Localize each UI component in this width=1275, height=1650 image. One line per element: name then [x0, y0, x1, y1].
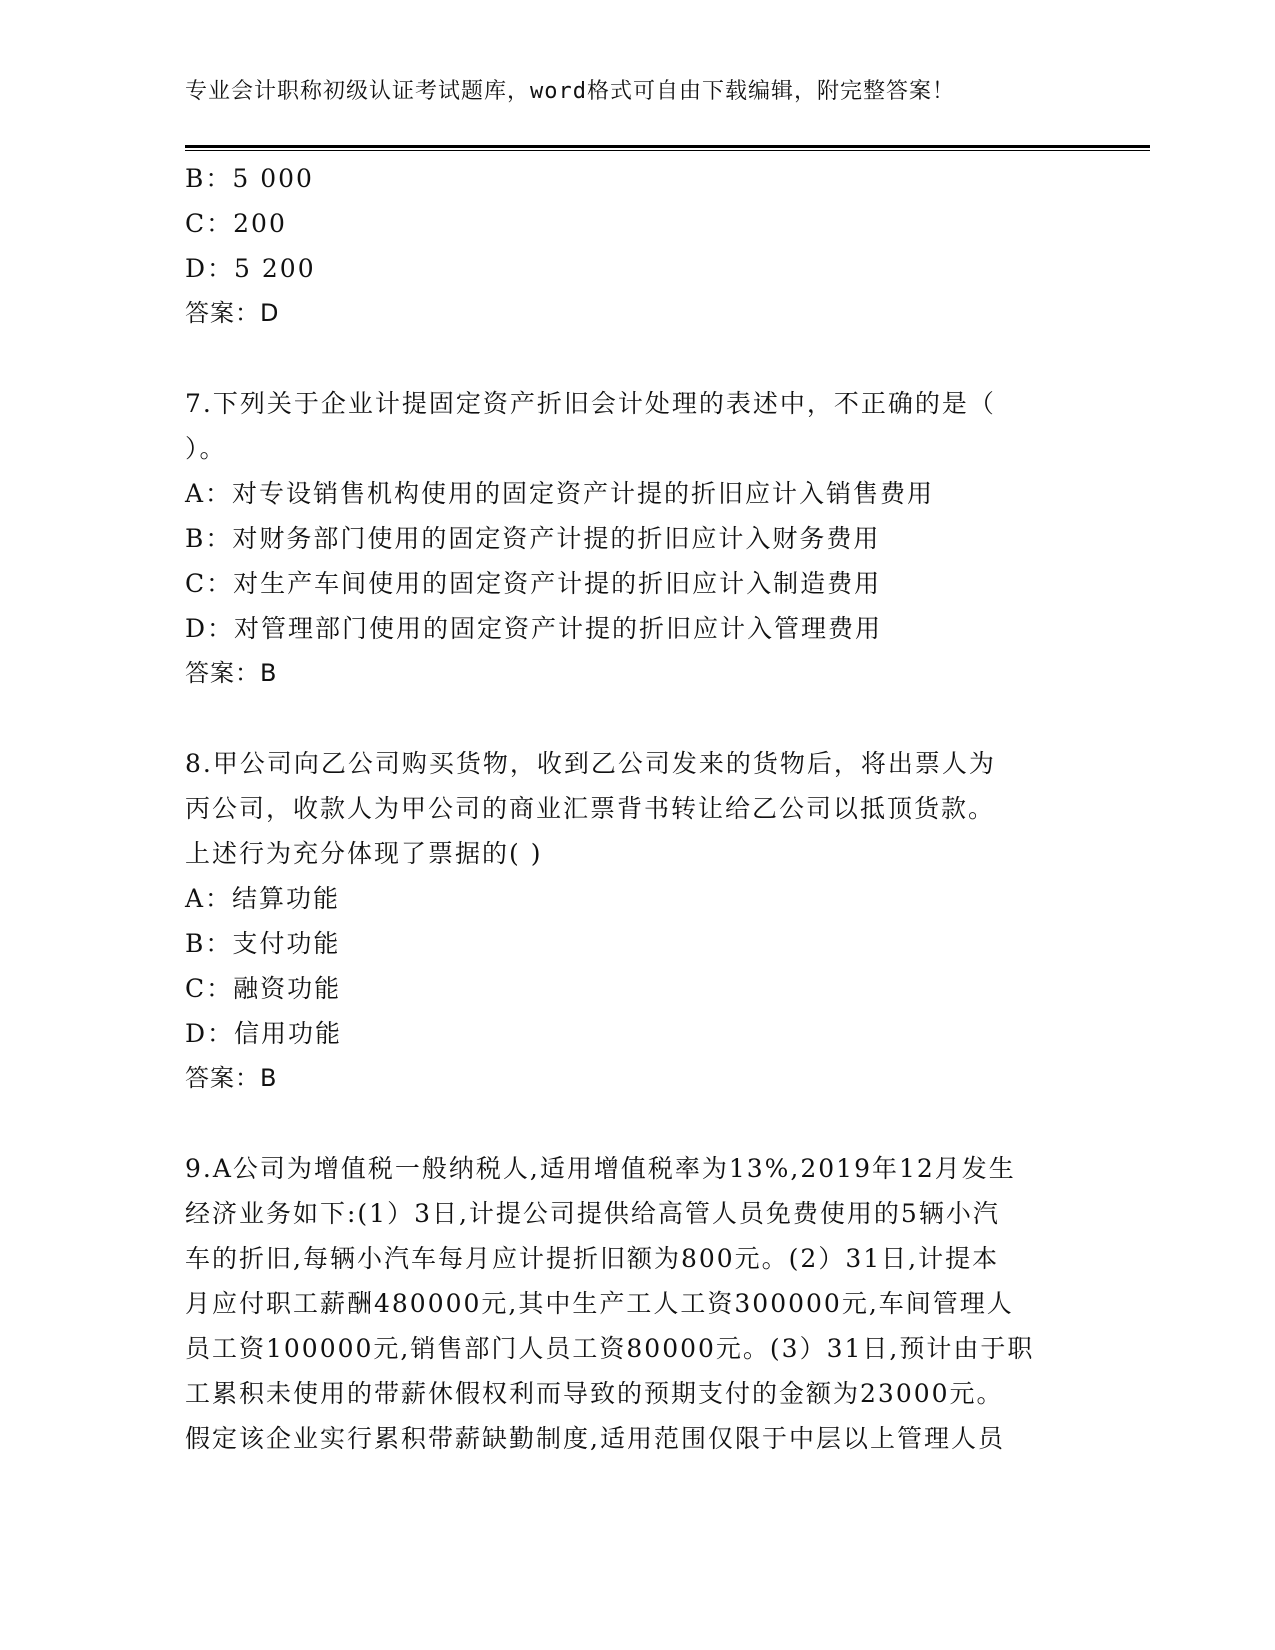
q7-option-d: D：对管理部门使用的固定资产计提的折旧应计入管理费用 [185, 614, 883, 643]
header-rule-thick [185, 145, 1150, 148]
q9-stem-line-1: 9.A公司为增值税一般纳税人,适用增值税率为13%,2019年12月发生 [185, 1154, 1016, 1183]
header-rule-thin [185, 150, 1150, 151]
q9-stem-line-2: 经济业务如下:(1）3日,计提公司提供给高管人员免费使用的5辆小汽 [185, 1199, 1000, 1228]
q9-stem-line-4: 月应付职工薪酬480000元,其中生产工人工资300000元,车间管理人 [185, 1289, 1014, 1318]
q8-answer: 答案：B [185, 1064, 278, 1092]
q6-option-b: B：5 000 [185, 164, 314, 193]
question-7 [185, 381, 1085, 696]
q7-option-b: B：对财务部门使用的固定资产计提的折旧应计入财务费用 [185, 524, 881, 553]
q9-stem-line-3: 车的折旧,每辆小汽车每月应计提折旧额为800元。(2）31日,计提本 [185, 1244, 1000, 1273]
q8-option-c: C：融资功能 [185, 974, 342, 1003]
question-8 [185, 741, 1085, 1101]
q7-stem-line-1: 7.下列关于企业计提固定资产折旧会计处理的表述中，不正确的是（ [185, 389, 996, 418]
question-9 [185, 1146, 1085, 1461]
q9-stem-line-5: 员工资100000元,销售部门人员工资80000元。(3）31日,预计由于职 [185, 1334, 1035, 1363]
q7-answer: 答案：B [185, 659, 278, 687]
q8-option-a: A：结算功能 [185, 884, 341, 913]
q8-option-b: B：支付功能 [185, 929, 341, 958]
q8-stem-line-2: 丙公司，收款人为甲公司的商业汇票背书转让给乙公司以抵顶货款。 [185, 794, 996, 823]
question-6-tail [185, 156, 1085, 336]
q8-stem-line-3: 上述行为充分体现了票据的( ) [185, 839, 543, 868]
document-body [185, 156, 1085, 1461]
q9-stem-line-6: 工累积未使用的带薪休假权利而导致的预期支付的金额为23000元。 [185, 1379, 1004, 1408]
q6-option-c: C：200 [185, 209, 287, 238]
q6-option-d: D：5 200 [185, 254, 316, 283]
q7-stem-line-2: ）。 [185, 434, 227, 463]
q8-stem-line-1: 8.甲公司向乙公司购买货物，收到乙公司发来的货物后，将出票人为 [185, 749, 996, 778]
q8-option-d: D：信用功能 [185, 1019, 343, 1048]
page-header: 专业会计职称初级认证考试题库，word格式可自由下载编辑，附完整答案！ [185, 79, 955, 104]
q7-option-a: A：对专设销售机构使用的固定资产计提的折旧应计入销售费用 [185, 479, 935, 508]
q7-option-c: C：对生产车间使用的固定资产计提的折旧应计入制造费用 [185, 569, 882, 598]
q6-answer: 答案：D [185, 299, 280, 327]
q9-stem-line-7: 假定该企业实行累积带薪缺勤制度,适用范围仅限于中层以上管理人员 [185, 1424, 1005, 1453]
